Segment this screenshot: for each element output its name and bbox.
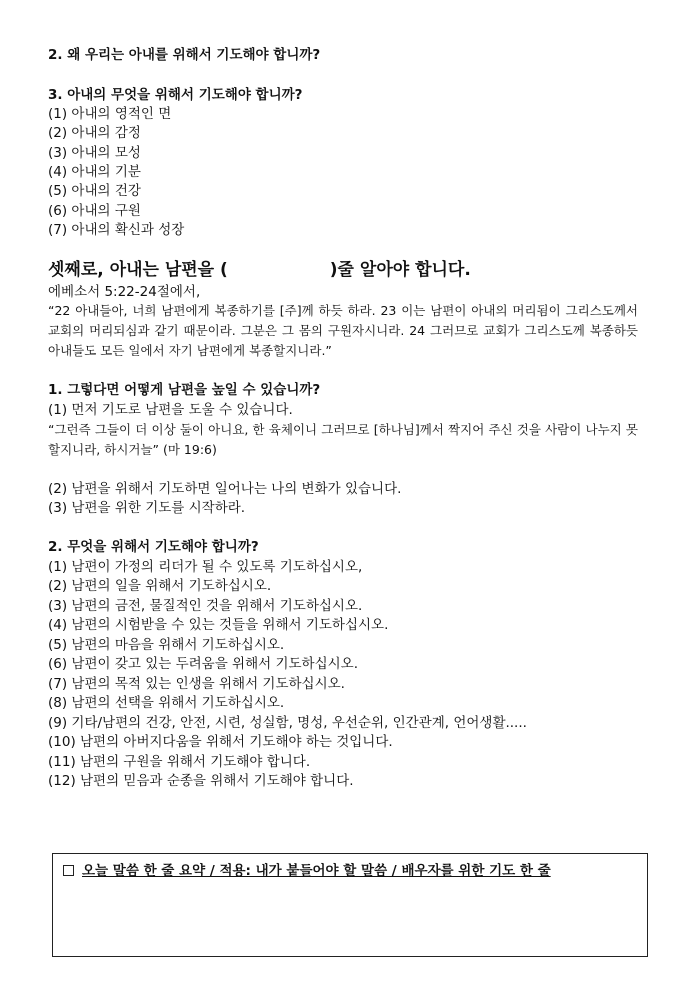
list-item: (11) 남편의 구원을 위해서 기도해야 합니다. (48, 754, 311, 770)
list-item: (4) 아내의 기분 (48, 164, 141, 180)
list-item: (5) 아내의 건강 (48, 183, 141, 199)
list-item: (2) 남편을 위해서 기도하면 일어나는 나의 변화가 있습니다. (48, 481, 402, 497)
summary-box-title (63, 859, 551, 879)
summary-title-text: 오늘 말씀 한 줄 요약 / 적용: 내가 붙들어야 할 말씀 / 배우자를 위한 기도 한 줄 (82, 863, 551, 879)
scripture-reference: 에베소서 5:22-24절에서, (48, 284, 201, 300)
list-item: (12) 남편의 믿음과 순종을 위해서 기도해야 합니다. (48, 773, 354, 789)
list-item: (3) 남편을 위한 기도를 시작하라. (48, 500, 246, 516)
list-item: (2) 남편의 일을 위해서 기도하십시오. (48, 578, 272, 594)
list-item: (3) 남편의 금전, 물질적인 것을 위해서 기도하십시오. (48, 598, 363, 614)
question-what-pray-husband: 2. 무엇을 위해서 기도해야 합니까? (48, 539, 259, 555)
question-why-pray-wife: 2. 왜 우리는 아내를 위해서 기도해야 합니까? (48, 47, 321, 63)
list-item: (7) 아내의 확신과 성장 (48, 222, 185, 238)
summary-box[interactable] (52, 853, 648, 957)
list-item: (2) 아내의 감정 (48, 125, 141, 141)
list-item: (1) 남편이 가정의 리더가 될 수 있도록 기도하십시오, (48, 559, 363, 575)
checkbox-icon[interactable] (63, 865, 74, 876)
question-what-pray-wife: 3. 아내의 무엇을 위해서 기도해야 합니까? (48, 87, 303, 103)
list-item: (10) 남편의 아버지다움을 위해서 기도해야 하는 것입니다. (48, 734, 393, 750)
list-item: (8) 남편의 선택을 위해서 기도하십시오. (48, 695, 285, 711)
list-item: (6) 남편이 갖고 있는 두려움을 위해서 기도하십시오. (48, 656, 358, 672)
scripture-quote-matthew: “그런즉 그들이 더 이상 둘이 아니요, 한 육체이니 그러므로 [하나님]께서 짝지어 주신 것을 사람이 나누지 못 할지니라, 하시거늘” (마 19:6) (48, 422, 638, 457)
list-item: (3) 아내의 모성 (48, 145, 141, 161)
question-honor-husband: 1. 그렇다면 어떻게 남편을 높일 수 있습니까? (48, 382, 321, 398)
list-item: (4) 남편의 시험받을 수 있는 것들을 위해서 기도하십시오. (48, 617, 389, 633)
list-item: (1) 아내의 영적인 면 (48, 106, 172, 122)
list-item: (9) 기타/남편의 건강, 안전, 시련, 성실함, 명성, 우선순위, 인간관계, 언어생활..... (48, 715, 527, 731)
heading-part-2: )줄 알아야 합니다. (329, 260, 471, 280)
heading-part-1: 셋째로, 아내는 남편을 ( (48, 260, 228, 280)
list-item: (1) 먼저 기도로 남편을 도울 수 있습니다. (48, 402, 293, 418)
section-heading-third (48, 261, 471, 279)
scripture-quote: “22 아내들아, 너희 남편에게 복종하기를 [주]께 하듯 하라. 23 이는 남편이 아내의 머리됨이 그리스도께서 교회의 머리되심과 같기 때문이라. 그분은 그 몸의 구원자시니라. 24 그러므로 교회가 그리스도께 복종하듯 아내들도 모든 일에서 자기 남편에게 복종할지니라.” (48, 303, 638, 358)
list-item: (6) 아내의 구원 (48, 203, 141, 219)
list-item: (5) 남편의 마음을 위해서 기도하십시오. (48, 637, 285, 653)
list-item: (7) 남편의 목적 있는 인생을 위해서 기도하십시오. (48, 676, 345, 692)
